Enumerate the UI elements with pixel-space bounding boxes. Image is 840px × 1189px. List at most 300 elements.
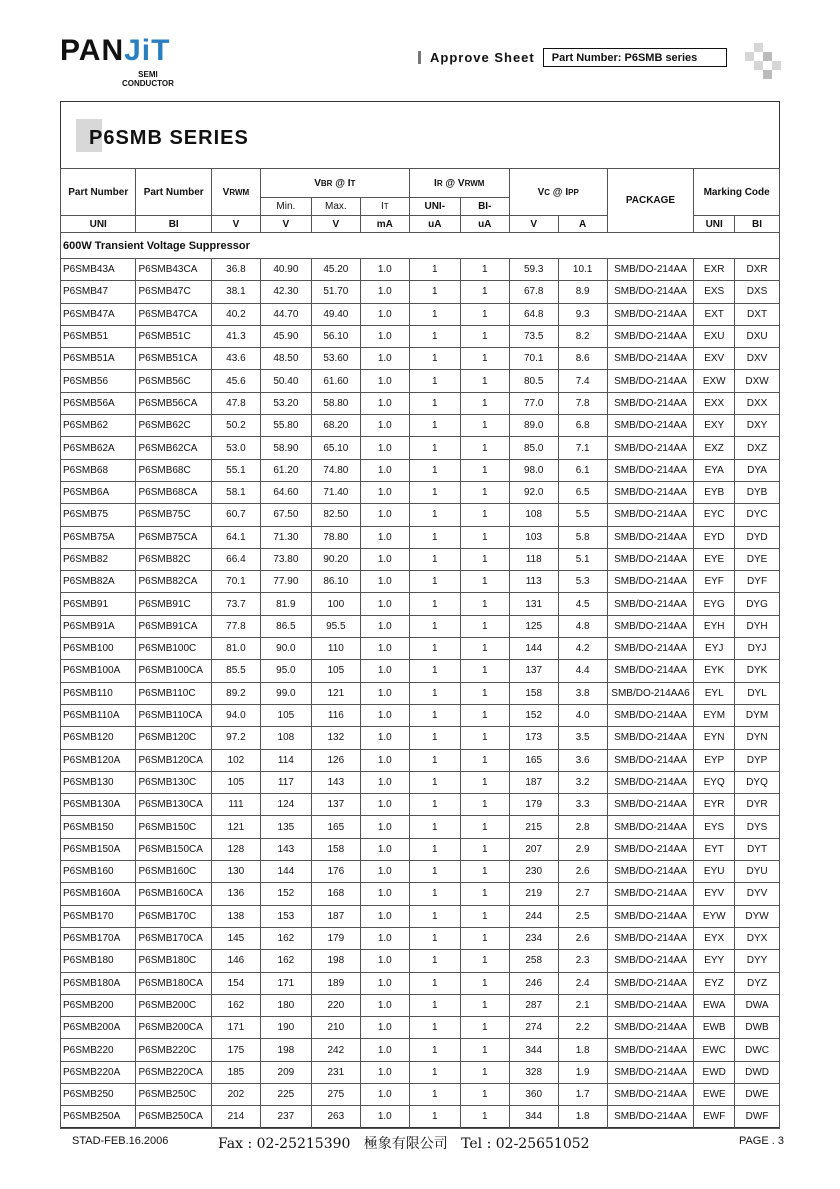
cell-vc: 230 (509, 861, 558, 883)
cell-marking-bi: DYR (735, 794, 780, 816)
cell-package: SMB/DO-214AA (607, 816, 694, 838)
cell-vrwm: 214 (211, 1106, 260, 1128)
cell-marking-uni: EYS (694, 816, 735, 838)
cell-package: SMB/DO-214AA (607, 548, 694, 570)
table-row (61, 615, 780, 637)
cell-ipp: 1.8 (558, 1039, 607, 1061)
cell-part-bi: P6SMB160C (136, 861, 211, 883)
cell-marking-bi: DXR (735, 259, 780, 281)
cell-marking-bi: DWA (735, 994, 780, 1016)
cell-vbr-min: 105 (260, 704, 311, 726)
cell-ir-bi: 1 (460, 325, 509, 347)
cell-vbr-max: 132 (311, 727, 360, 749)
col-vbr-min: Min. (260, 198, 311, 216)
cell-vbr-max: 56.10 (311, 325, 360, 347)
cell-part-uni: P6SMB47A (61, 303, 136, 325)
cell-vbr-max: 242 (311, 1039, 360, 1061)
cell-vbr-max: 168 (311, 883, 360, 905)
cell-ir-uni: 1 (409, 816, 460, 838)
cell-vc: 173 (509, 727, 558, 749)
cell-ipp: 3.2 (558, 771, 607, 793)
cell-ir-bi: 1 (460, 370, 509, 392)
cell-ir-uni: 1 (409, 727, 460, 749)
cell-vbr-max: 58.80 (311, 392, 360, 414)
cell-vbr-min: 99.0 (260, 682, 311, 704)
table-row (61, 1061, 780, 1083)
cell-it: 1.0 (360, 927, 409, 949)
cell-ir-bi: 1 (460, 905, 509, 927)
cell-ir-bi: 1 (460, 660, 509, 682)
cell-marking-bi: DYZ (735, 972, 780, 994)
footer-date: STAD-FEB.16.2006 (72, 1135, 169, 1147)
cell-package: SMB/DO-214AA (607, 437, 694, 459)
cell-part-bi: P6SMB170C (136, 905, 211, 927)
unit-marking-bi: BI (735, 216, 780, 233)
cell-vbr-min: 71.30 (260, 526, 311, 548)
cell-part-bi: P6SMB47C (136, 281, 211, 303)
table-row (61, 950, 780, 972)
cell-ir-bi: 1 (460, 927, 509, 949)
cell-ipp: 3.3 (558, 794, 607, 816)
cell-part-uni: P6SMB150A (61, 838, 136, 860)
cell-part-bi: P6SMB250CA (136, 1106, 211, 1128)
cell-vrwm: 36.8 (211, 259, 260, 281)
cell-vrwm: 43.6 (211, 348, 260, 370)
cell-marking-bi: DXZ (735, 437, 780, 459)
cell-part-uni: P6SMB150 (61, 816, 136, 838)
cell-it: 1.0 (360, 593, 409, 615)
cell-ipp: 2.6 (558, 861, 607, 883)
cell-part-bi: P6SMB130C (136, 771, 211, 793)
cell-marking-uni: EWB (694, 1017, 735, 1039)
cell-part-bi: P6SMB68C (136, 459, 211, 481)
cell-vbr-max: 165 (311, 816, 360, 838)
table-row (61, 392, 780, 414)
cell-part-bi: P6SMB120CA (136, 749, 211, 771)
cell-vc: 246 (509, 972, 558, 994)
cell-ir-bi: 1 (460, 1039, 509, 1061)
cell-part-uni: P6SMB91 (61, 593, 136, 615)
cell-ipp: 6.1 (558, 459, 607, 481)
footer-contact: Fax : 02-25215390 極象有限公司 Tel : 02-25651052 (218, 1136, 590, 1152)
unit-ipp: A (558, 216, 607, 233)
cell-ipp: 8.6 (558, 348, 607, 370)
cell-ir-bi: 1 (460, 615, 509, 637)
cell-ir-uni: 1 (409, 1083, 460, 1105)
table-row (61, 994, 780, 1016)
cell-vbr-max: 71.40 (311, 481, 360, 503)
cell-ir-bi: 1 (460, 838, 509, 860)
cell-ipp: 3.5 (558, 727, 607, 749)
cell-part-bi: P6SMB51C (136, 325, 211, 347)
cell-ir-bi: 1 (460, 950, 509, 972)
cell-ipp: 1.9 (558, 1061, 607, 1083)
cell-ir-bi: 1 (460, 727, 509, 749)
cell-vbr-min: 50.40 (260, 370, 311, 392)
cell-marking-uni: EYT (694, 838, 735, 860)
cell-ipp: 3.8 (558, 682, 607, 704)
cell-part-uni: P6SMB160A (61, 883, 136, 905)
cell-it: 1.0 (360, 303, 409, 325)
cell-vrwm: 202 (211, 1083, 260, 1105)
cell-part-uni: P6SMB62 (61, 415, 136, 437)
cell-ir-uni: 1 (409, 861, 460, 883)
cell-marking-uni: EYE (694, 548, 735, 570)
cell-ir-uni: 1 (409, 660, 460, 682)
cell-ir-bi: 1 (460, 771, 509, 793)
table-row (61, 281, 780, 303)
cell-marking-uni: EYF (694, 571, 735, 593)
cell-it: 1.0 (360, 861, 409, 883)
part-number-box: Part Number: P6SMB series (543, 48, 727, 67)
cell-package: SMB/DO-214AA (607, 571, 694, 593)
cell-package: SMB/DO-214AA (607, 392, 694, 414)
cell-ir-bi: 1 (460, 794, 509, 816)
cell-it: 1.0 (360, 704, 409, 726)
cell-ir-uni: 1 (409, 1061, 460, 1083)
table-row (61, 348, 780, 370)
cell-vbr-min: 81.9 (260, 593, 311, 615)
cell-ir-uni: 1 (409, 526, 460, 548)
cell-vrwm: 111 (211, 794, 260, 816)
cell-vbr-min: 162 (260, 950, 311, 972)
cell-vc: 85.0 (509, 437, 558, 459)
cell-marking-uni: EYL (694, 682, 735, 704)
cell-ipp: 2.2 (558, 1017, 607, 1039)
cell-vbr-min: 40.90 (260, 259, 311, 281)
cell-marking-uni: EXS (694, 281, 735, 303)
cell-vrwm: 66.4 (211, 548, 260, 570)
cell-ipp: 10.1 (558, 259, 607, 281)
table-row (61, 548, 780, 570)
cell-package: SMB/DO-214AA (607, 794, 694, 816)
cell-marking-bi: DYC (735, 504, 780, 526)
cell-ipp: 2.7 (558, 883, 607, 905)
cell-marking-bi: DYD (735, 526, 780, 548)
cell-ir-uni: 1 (409, 1106, 460, 1128)
cell-vc: 89.0 (509, 415, 558, 437)
table-row (61, 883, 780, 905)
cell-vbr-max: 45.20 (311, 259, 360, 281)
cell-vrwm: 105 (211, 771, 260, 793)
cell-part-uni: P6SMB220 (61, 1039, 136, 1061)
cell-marking-bi: DYM (735, 704, 780, 726)
cell-ir-bi: 1 (460, 638, 509, 660)
cell-ir-bi: 1 (460, 281, 509, 303)
col-ir-bi: BI- (460, 198, 509, 216)
cell-vc: 274 (509, 1017, 558, 1039)
cell-vrwm: 50.2 (211, 415, 260, 437)
cell-ir-bi: 1 (460, 481, 509, 503)
cell-ir-bi: 1 (460, 704, 509, 726)
cell-ir-uni: 1 (409, 259, 460, 281)
cell-vc: 328 (509, 1061, 558, 1083)
cell-vbr-min: 198 (260, 1039, 311, 1061)
cell-marking-uni: EYY (694, 950, 735, 972)
cell-vbr-max: 275 (311, 1083, 360, 1105)
cell-ir-bi: 1 (460, 972, 509, 994)
cell-vbr-min: 48.50 (260, 348, 311, 370)
cell-marking-uni: EXU (694, 325, 735, 347)
cell-vbr-min: 73.80 (260, 548, 311, 570)
cell-it: 1.0 (360, 1106, 409, 1128)
cell-part-uni: P6SMB82A (61, 571, 136, 593)
cell-part-uni: P6SMB160 (61, 861, 136, 883)
cell-vbr-min: 95.0 (260, 660, 311, 682)
cell-part-bi: P6SMB180C (136, 950, 211, 972)
col-ir-group: IR @ VRWM (409, 169, 509, 198)
cell-ir-uni: 1 (409, 905, 460, 927)
cell-ipp: 2.8 (558, 816, 607, 838)
cell-vc: 108 (509, 504, 558, 526)
cell-marking-bi: DWB (735, 1017, 780, 1039)
cell-vc: 118 (509, 548, 558, 570)
cell-package: SMB/DO-214AA (607, 771, 694, 793)
cell-vbr-max: 90.20 (311, 548, 360, 570)
cell-vbr-max: 86.10 (311, 571, 360, 593)
table-row (61, 437, 780, 459)
cell-marking-bi: DYB (735, 481, 780, 503)
cell-marking-uni: EYN (694, 727, 735, 749)
cell-vbr-max: 158 (311, 838, 360, 860)
cell-marking-uni: EYM (694, 704, 735, 726)
table-row (61, 481, 780, 503)
approve-sheet-label: Approve Sheet (430, 49, 535, 65)
cell-ir-uni: 1 (409, 950, 460, 972)
cell-part-bi: P6SMB200CA (136, 1017, 211, 1039)
cell-part-uni: P6SMB91A (61, 615, 136, 637)
cell-vc: 144 (509, 638, 558, 660)
cell-ipp: 2.9 (558, 838, 607, 860)
cell-ir-uni: 1 (409, 481, 460, 503)
table-row (61, 704, 780, 726)
cell-vrwm: 185 (211, 1061, 260, 1083)
unit-it: mA (360, 216, 409, 233)
cell-it: 1.0 (360, 1017, 409, 1039)
col-part-number-uni: Part Number (61, 169, 136, 216)
table-row (61, 504, 780, 526)
cell-ir-bi: 1 (460, 303, 509, 325)
cell-vc: 258 (509, 950, 558, 972)
cell-package: SMB/DO-214AA (607, 593, 694, 615)
cell-part-bi: P6SMB47CA (136, 303, 211, 325)
cell-ipp: 8.9 (558, 281, 607, 303)
cell-ipp: 4.0 (558, 704, 607, 726)
cell-marking-bi: DYY (735, 950, 780, 972)
cell-vc: 287 (509, 994, 558, 1016)
cell-vrwm: 38.1 (211, 281, 260, 303)
cell-package: SMB/DO-214AA (607, 927, 694, 949)
cell-vrwm: 45.6 (211, 370, 260, 392)
cell-vrwm: 145 (211, 927, 260, 949)
cell-vc: 158 (509, 682, 558, 704)
approve-sheet-header (418, 46, 727, 68)
cell-marking-uni: EYP (694, 749, 735, 771)
cell-part-uni: P6SMB110A (61, 704, 136, 726)
cell-vbr-min: 44.70 (260, 303, 311, 325)
cell-ipp: 2.3 (558, 950, 607, 972)
cell-package: SMB/DO-214AA (607, 704, 694, 726)
cell-ipp: 6.5 (558, 481, 607, 503)
cell-marking-bi: DYG (735, 593, 780, 615)
cell-marking-bi: DYU (735, 861, 780, 883)
cell-marking-uni: EXX (694, 392, 735, 414)
cell-marking-uni: EYW (694, 905, 735, 927)
cell-ir-bi: 1 (460, 392, 509, 414)
logo-sub-semi: SEMI (138, 70, 158, 79)
cell-ir-bi: 1 (460, 816, 509, 838)
cell-ir-uni: 1 (409, 771, 460, 793)
cell-part-bi: P6SMB180CA (136, 972, 211, 994)
cell-vc: 344 (509, 1039, 558, 1061)
cell-vrwm: 77.8 (211, 615, 260, 637)
cell-marking-uni: EYA (694, 459, 735, 481)
table-row (61, 526, 780, 548)
cell-marking-bi: DYW (735, 905, 780, 927)
cell-vrwm: 128 (211, 838, 260, 860)
cell-part-bi: P6SMB75C (136, 504, 211, 526)
table-row (61, 638, 780, 660)
cell-vbr-max: 176 (311, 861, 360, 883)
col-marking-code: Marking Code (694, 169, 780, 216)
cell-marking-uni: EWC (694, 1039, 735, 1061)
logo-sub-conductor: CONDUCTOR (122, 79, 174, 88)
cell-vrwm: 146 (211, 950, 260, 972)
cell-vbr-max: 179 (311, 927, 360, 949)
cell-part-uni: P6SMB130A (61, 794, 136, 816)
cell-vbr-min: 190 (260, 1017, 311, 1039)
cell-marking-bi: DYP (735, 749, 780, 771)
cell-ir-uni: 1 (409, 348, 460, 370)
table-body (61, 259, 780, 1129)
cell-ipp: 1.8 (558, 1106, 607, 1128)
cell-part-uni: P6SMB180 (61, 950, 136, 972)
cell-it: 1.0 (360, 950, 409, 972)
cell-ir-uni: 1 (409, 548, 460, 570)
cell-marking-uni: EXR (694, 259, 735, 281)
cell-part-bi: P6SMB62CA (136, 437, 211, 459)
cell-vbr-min: 209 (260, 1061, 311, 1083)
cell-vbr-min: 162 (260, 927, 311, 949)
cell-marking-uni: EXT (694, 303, 735, 325)
cell-ir-uni: 1 (409, 994, 460, 1016)
table-row (61, 370, 780, 392)
cell-vrwm: 81.0 (211, 638, 260, 660)
cell-vbr-min: 153 (260, 905, 311, 927)
cell-ir-bi: 1 (460, 526, 509, 548)
cell-it: 1.0 (360, 638, 409, 660)
cell-ir-bi: 1 (460, 415, 509, 437)
cell-ir-bi: 1 (460, 1061, 509, 1083)
cell-ir-uni: 1 (409, 281, 460, 303)
cell-vbr-max: 110 (311, 638, 360, 660)
cell-package: SMB/DO-214AA (607, 325, 694, 347)
cell-it: 1.0 (360, 682, 409, 704)
company-logo (60, 34, 200, 88)
logo-jit-text: JiT (124, 34, 171, 67)
cell-ipp: 6.8 (558, 415, 607, 437)
col-ir-uni: UNI- (409, 198, 460, 216)
cell-ipp: 2.4 (558, 972, 607, 994)
cell-part-bi: P6SMB91C (136, 593, 211, 615)
cell-ipp: 2.6 (558, 927, 607, 949)
cell-package: SMB/DO-214AA (607, 370, 694, 392)
cell-vc: 187 (509, 771, 558, 793)
cell-marking-uni: EXZ (694, 437, 735, 459)
cell-marking-bi: DXT (735, 303, 780, 325)
cell-vc: 179 (509, 794, 558, 816)
cell-vbr-max: 105 (311, 660, 360, 682)
page-title: P6SMB SERIES (89, 127, 249, 149)
cell-marking-bi: DXU (735, 325, 780, 347)
logo-pan-text: PAN (60, 34, 125, 67)
cell-ir-uni: 1 (409, 615, 460, 637)
col-vbr-max: Max. (311, 198, 360, 216)
cell-vbr-min: 45.90 (260, 325, 311, 347)
cell-package: SMB/DO-214AA (607, 883, 694, 905)
cell-it: 1.0 (360, 1061, 409, 1083)
cell-vc: 80.5 (509, 370, 558, 392)
cell-part-uni: P6SMB180A (61, 972, 136, 994)
cell-ir-uni: 1 (409, 638, 460, 660)
cell-ir-bi: 1 (460, 348, 509, 370)
table-row (61, 1106, 780, 1128)
cell-part-uni: P6SMB100A (61, 660, 136, 682)
cell-it: 1.0 (360, 415, 409, 437)
cell-part-uni: P6SMB120 (61, 727, 136, 749)
table-row (61, 571, 780, 593)
cell-vc: 234 (509, 927, 558, 949)
cell-part-bi: P6SMB110C (136, 682, 211, 704)
cell-marking-uni: EYU (694, 861, 735, 883)
col-part-number-bi: Part Number (136, 169, 211, 216)
unit-bi: BI (136, 216, 211, 233)
cell-vbr-min: 53.20 (260, 392, 311, 414)
cell-ir-bi: 1 (460, 504, 509, 526)
cell-marking-uni: EYZ (694, 972, 735, 994)
cell-package: SMB/DO-214AA (607, 459, 694, 481)
cell-marking-bi: DYN (735, 727, 780, 749)
cell-ir-bi: 1 (460, 749, 509, 771)
cell-it: 1.0 (360, 660, 409, 682)
header-bar-marker (418, 51, 421, 64)
cell-vrwm: 94.0 (211, 704, 260, 726)
cell-ir-bi: 1 (460, 1106, 509, 1128)
decorative-squares-icon (745, 43, 781, 79)
cell-marking-uni: EYG (694, 593, 735, 615)
cell-vc: 125 (509, 615, 558, 637)
cell-part-uni: P6SMB62A (61, 437, 136, 459)
cell-marking-uni: EWE (694, 1083, 735, 1105)
cell-vbr-max: 210 (311, 1017, 360, 1039)
cell-vc: 70.1 (509, 348, 558, 370)
cell-package: SMB/DO-214AA (607, 303, 694, 325)
cell-it: 1.0 (360, 615, 409, 637)
cell-it: 1.0 (360, 838, 409, 860)
cell-marking-uni: EYR (694, 794, 735, 816)
cell-part-bi: P6SMB82C (136, 548, 211, 570)
cell-it: 1.0 (360, 905, 409, 927)
cell-part-bi: P6SMB150C (136, 816, 211, 838)
cell-it: 1.0 (360, 437, 409, 459)
cell-package: SMB/DO-214AA (607, 504, 694, 526)
cell-part-bi: P6SMB68CA (136, 481, 211, 503)
cell-ipp: 2.1 (558, 994, 607, 1016)
cell-package: SMB/DO-214AA6 (607, 682, 694, 704)
cell-package: SMB/DO-214AA (607, 481, 694, 503)
cell-vbr-min: 61.20 (260, 459, 311, 481)
cell-vc: 215 (509, 816, 558, 838)
